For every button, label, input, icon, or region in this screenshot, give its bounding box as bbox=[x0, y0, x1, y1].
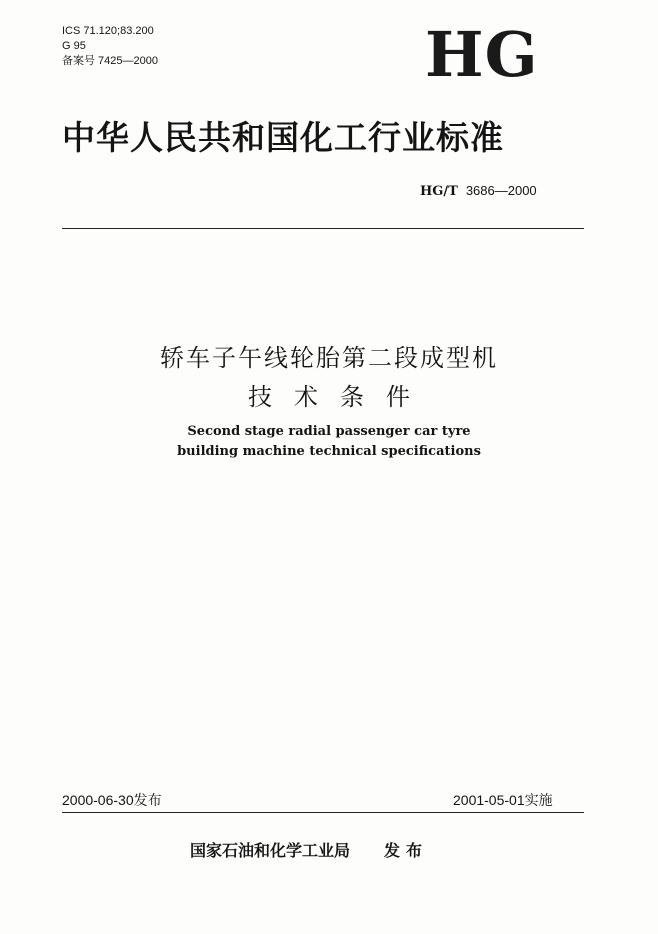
classification-code: G 95 bbox=[62, 40, 86, 52]
issue-date: 2000-06-30发布 bbox=[62, 792, 162, 808]
document-title-en-line1: Second stage radial passenger car tyre bbox=[187, 424, 471, 439]
publisher-name: 国家石油和化学工业局 bbox=[190, 841, 351, 860]
document-title-cn-line2: 技术条件 bbox=[248, 383, 432, 411]
hg-logo: HG bbox=[425, 18, 539, 91]
implementation-date: 2001-05-01实施 bbox=[453, 792, 553, 808]
publish-action: 发布 bbox=[384, 841, 429, 860]
publisher-line bbox=[190, 838, 428, 861]
standard-title: 中华人民共和国化工行业标准 bbox=[62, 118, 504, 157]
document-title-cn-line1: 轿车子午线轮胎第二段成型机 bbox=[160, 344, 498, 372]
footer-divider bbox=[62, 812, 584, 813]
header-divider bbox=[62, 228, 584, 229]
standard-number-value: 3686—2000 bbox=[465, 183, 537, 198]
ics-code: ICS 71.120;83.200 bbox=[62, 25, 154, 37]
header-meta bbox=[62, 24, 158, 69]
standard-number-prefix: HG/T bbox=[420, 184, 458, 199]
document-title-en-line2: building machine technical specifications bbox=[177, 444, 481, 459]
filing-number: 备案号 7425—2000 bbox=[62, 55, 158, 67]
standard-number bbox=[420, 183, 537, 199]
